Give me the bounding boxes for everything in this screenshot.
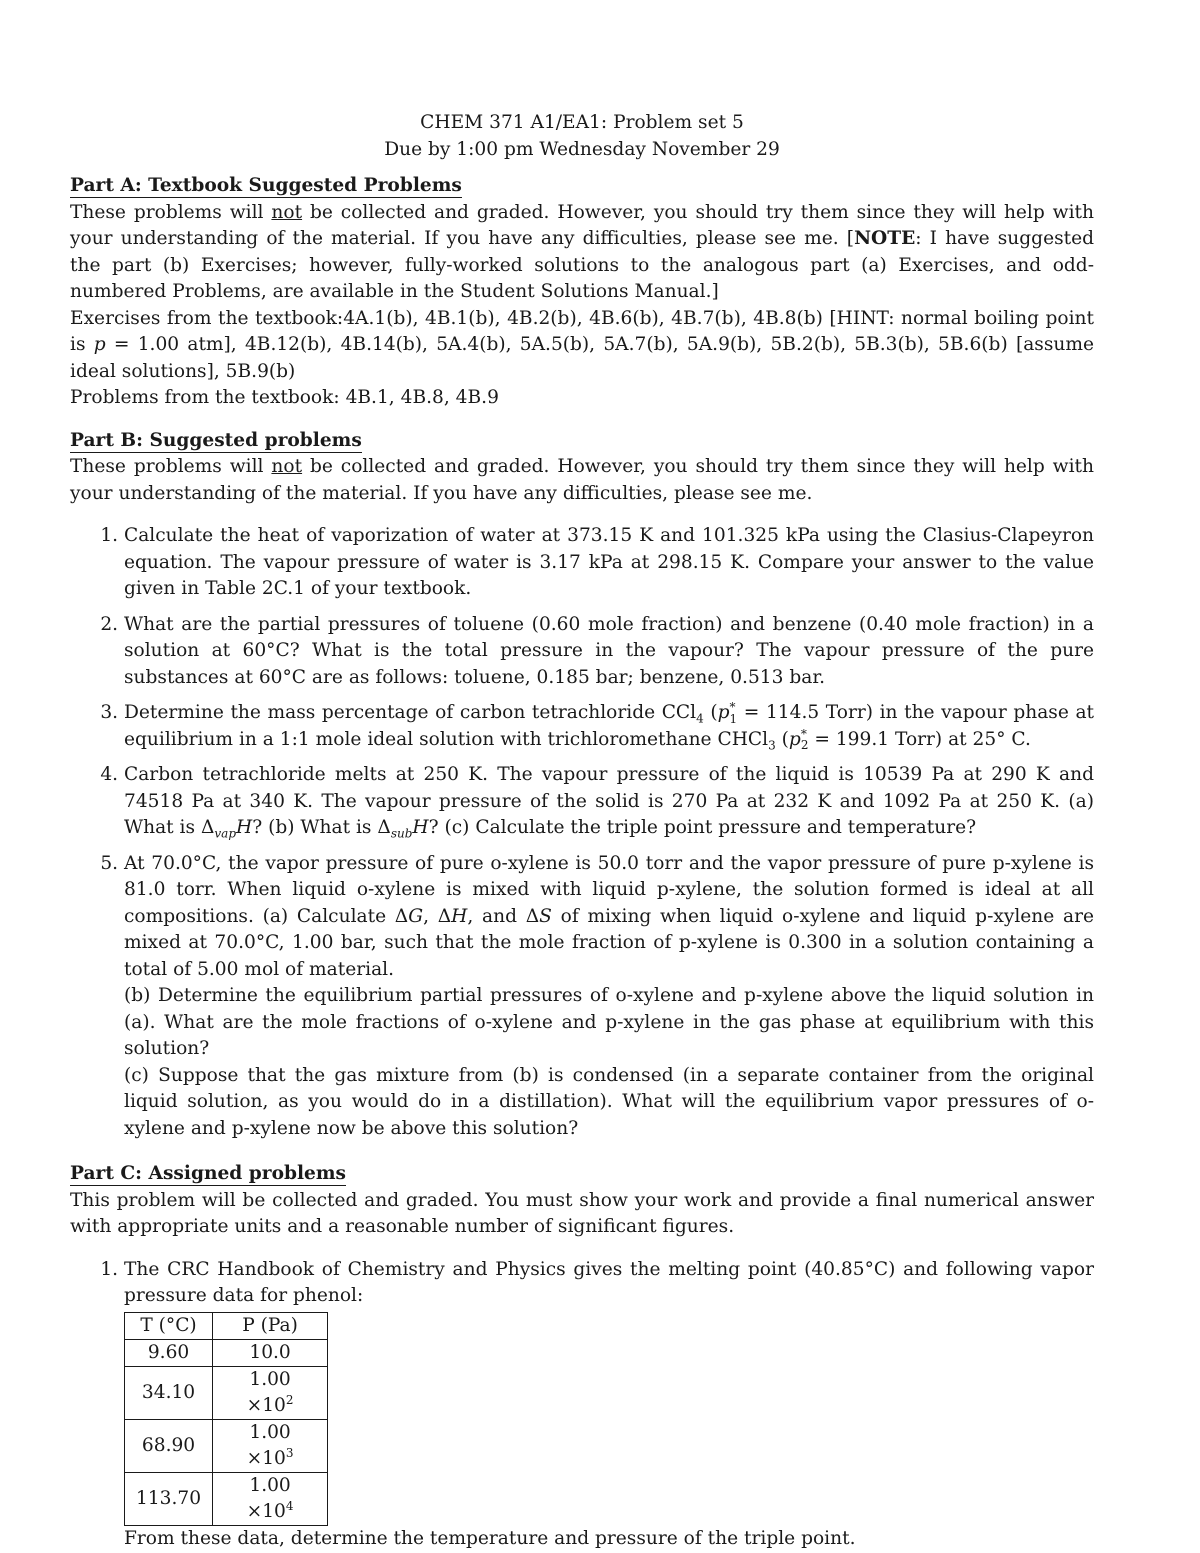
table-header-temperature: T (°C) — [125, 1312, 213, 1339]
pressure-value: 1.00 ×10 — [246, 1368, 291, 1416]
note-label: NOTE — [854, 228, 916, 249]
b5-text-1: At 70.0°C, the vapor pressure of pure o-xylene is 50.0 torr and the vapor pressure of pure p-xylene is 81.0 torr. When liquid o-xylene is mixed with liquid p-xylene, the solution formed is ideal at all compositions. (a) Calculate Δ — [124, 852, 1094, 927]
problem-b1: 1. Calculate the heat of vaporization of water at 373.15 K and 101.325 kPa using the Clasius-Clapeyron equation. The vapour pressure of water is 3.17 kPa at 298.15 K. Compare your answer to the value given in Table 2C.1 of your textbook. — [124, 523, 1094, 603]
b4-h-symbol-2: H — [412, 817, 429, 838]
part-c-heading: Part C: Assigned problems — [70, 1163, 347, 1184]
table-cell-pressure — [213, 1472, 328, 1525]
part-c — [70, 1151, 1094, 1552]
pressure-exponent: 2 — [285, 1392, 294, 1407]
b3-p-symbol-2: p — [788, 728, 801, 750]
table-cell-temperature: 68.90 — [125, 1419, 213, 1472]
problem-b5 — [124, 851, 1094, 1143]
b3-text-4: ( — [775, 728, 789, 750]
b3-sub-1: 1 — [729, 711, 738, 726]
problem-b3 — [124, 700, 1094, 753]
b4-sub-subscript: sub — [390, 826, 413, 841]
table-header-row — [125, 1312, 328, 1339]
table-cell-temperature: 34.10 — [125, 1366, 213, 1419]
b3-subscript: 4 — [696, 711, 704, 726]
b5-part-b: (b) Determine the equilibrium partial pressures of o-xylene and p-xylene above the liquid solution in (a). What are the mole fractions of o-xylene and p-xylene in the gas phase at equilibrium with this solution? — [124, 985, 1094, 1059]
b3-text-2: ( — [703, 702, 718, 723]
b3-p-symbol-1: p — [717, 702, 730, 723]
b4-text-3: ? (c) Calculate the triple point pressure and temperature? — [428, 817, 977, 838]
part-b-intro-text-2: be collected and graded. However, you should try them since they will help with your understanding of the material. If you have any difficulties, please see me. — [70, 456, 1094, 504]
pressure-value: 1.00 ×10 — [246, 1421, 291, 1469]
table-row — [125, 1419, 328, 1472]
b5-part-c: (c) Suppose that the gas mixture from (b) is condensed (in a separate container from the original liquid solution, as you would do in a distillation). What will the equilibrium vapor pressures of o-xylene and p-xylene now be above this solution? — [124, 1064, 1094, 1139]
part-b — [70, 418, 1094, 1143]
phenol-vapor-pressure-table — [124, 1312, 328, 1526]
part-a-intro-text: These problems will — [70, 201, 272, 223]
table-cell-pressure — [213, 1366, 328, 1419]
table-cell-temperature: 9.60 — [125, 1339, 213, 1366]
pressure-exponent: 4 — [285, 1498, 294, 1513]
part-a — [70, 163, 1094, 412]
pressure-symbol: p — [93, 334, 106, 355]
due-date: Due by 1:00 pm Wednesday November 29 — [384, 138, 780, 160]
table-header-pressure: P (Pa) — [213, 1312, 328, 1339]
problem-b2: 2. What are the partial pressures of toluene (0.60 mole fraction) and benzene (0.40 mole fraction) in a solution at 60°C? What is the total pressure in the vapour? The vapour pressure of the pure substances at 60°C are as follows: toluene, 0.185 bar; benzene, 0.513 bar. — [124, 612, 1094, 692]
note-text: : I have suggested the part (b) Exercises; however, fully-worked solutions to the analogous part (a) Exercises, and odd-numbered Problems, are available in the Student Solutions Manual.] — [70, 228, 1095, 302]
part-b-not-underlined: not — [271, 456, 303, 477]
pressure-value: 1.00 ×10 — [246, 1474, 291, 1522]
part-b-problem-list — [70, 523, 1094, 1142]
b5-h-symbol: H — [451, 905, 468, 927]
b4-vap-subscript: vap — [214, 826, 237, 841]
table-cell-pressure — [213, 1339, 328, 1366]
b3-text-3: = 114.5 Torr) in the vapour phase at equilibrium in a 1:1 mole ideal solution with trichloromethane CHCl — [124, 702, 1094, 750]
problem-b4 — [124, 762, 1094, 842]
b5-text-2: , Δ — [423, 905, 452, 927]
table-row — [125, 1366, 328, 1419]
part-a-exercises — [70, 306, 1094, 386]
part-a-heading: Part A: Textbook Suggested Problems — [70, 175, 462, 196]
problem-c1 — [124, 1257, 1094, 1553]
part-c-problem-list — [70, 1257, 1094, 1553]
b3-star-1: * — [729, 699, 736, 714]
b3-text-5: = 199.1 Torr) at 25° C. — [808, 728, 1031, 750]
c1-text: The CRC Handbook of Chemistry and Physics gives the melting point (40.85°C) and following vapor pressure data for phenol: — [124, 1258, 1094, 1306]
b5-g-symbol: G — [408, 905, 424, 927]
part-a-intro-text-2: be collected and graded. However, you should try them since they will help with your understanding of the material. If you have any difficulties, please see me. [ — [70, 201, 1094, 249]
part-b-intro — [70, 454, 1094, 507]
part-b-intro-text: These problems will — [70, 456, 272, 477]
b3-subscript-3: 3 — [768, 738, 776, 753]
exercises-list: Exercises from the textbook:4A.1(b), 4B.1(b), 4B.2(b), 4B.6(b), 4B.7(b), 4B.8(b) [HINT: normal boiling point is — [70, 307, 1094, 355]
table-cell-temperature: 113.70 — [125, 1472, 213, 1525]
part-a-intro — [70, 200, 1094, 306]
b4-text-2: ? (b) What is Δ — [252, 817, 391, 838]
b5-text-3: , and Δ — [467, 905, 540, 927]
table-cell-pressure — [213, 1419, 328, 1472]
document-header — [70, 110, 1094, 163]
b3-text-1: Determine the mass percentage of carbon tetrachloride CCl — [124, 702, 697, 723]
table-row — [125, 1472, 328, 1525]
b4-h-symbol-1: H — [236, 817, 253, 838]
b3-sub-2: 2 — [800, 738, 809, 753]
part-a-not-underlined: not — [271, 201, 303, 223]
b3-star-2: * — [800, 726, 807, 741]
problem-set-page — [70, 110, 1094, 1552]
exercises-list-2: = 1.00 atm], 4B.12(b), 4B.14(b), 5A.4(b), 5A.5(b), 5A.7(b), 5A.9(b), 5B.2(b), 5B.3(b), 5B.6(b) [assume ideal solutions], 5B.9(b) — [70, 334, 1094, 382]
b5-text-4: of mixing when liquid o-xylene and liquid p-xylene are mixed at 70.0°C, 1.00 bar, such that the mole fraction of p-xylene is 0.300 in a solution containing a total of 5.00 mol of material. — [124, 905, 1094, 980]
pressure-exponent: 3 — [285, 1445, 294, 1460]
pressure-value: 10.0 — [249, 1341, 291, 1363]
part-c-intro: This problem will be collected and graded. You must show your work and provide a final numerical answer with appropriate units and a reasonable number of significant figures. — [70, 1189, 1094, 1237]
table-row — [125, 1339, 328, 1366]
b5-s-symbol: S — [539, 905, 552, 927]
b4-text-1: Carbon tetrachloride melts at 250 K. The vapour pressure of the liquid is 10539 Pa at 290 K and 74518 Pa at 340 K. The vapour pressure of the solid is 270 Pa at 232 K and 1092 Pa at 250 K. (a) What is Δ — [124, 764, 1094, 838]
c1-after-table: From these data, determine the temperature and pressure of the triple point. — [124, 1527, 856, 1549]
document-title: CHEM 371 A1/EA1: Problem set 5 — [420, 112, 744, 133]
part-a-problems: Problems from the textbook: 4B.1, 4B.8, 4B.9 — [70, 387, 499, 408]
part-b-heading: Part B: Suggested problems — [70, 429, 362, 451]
